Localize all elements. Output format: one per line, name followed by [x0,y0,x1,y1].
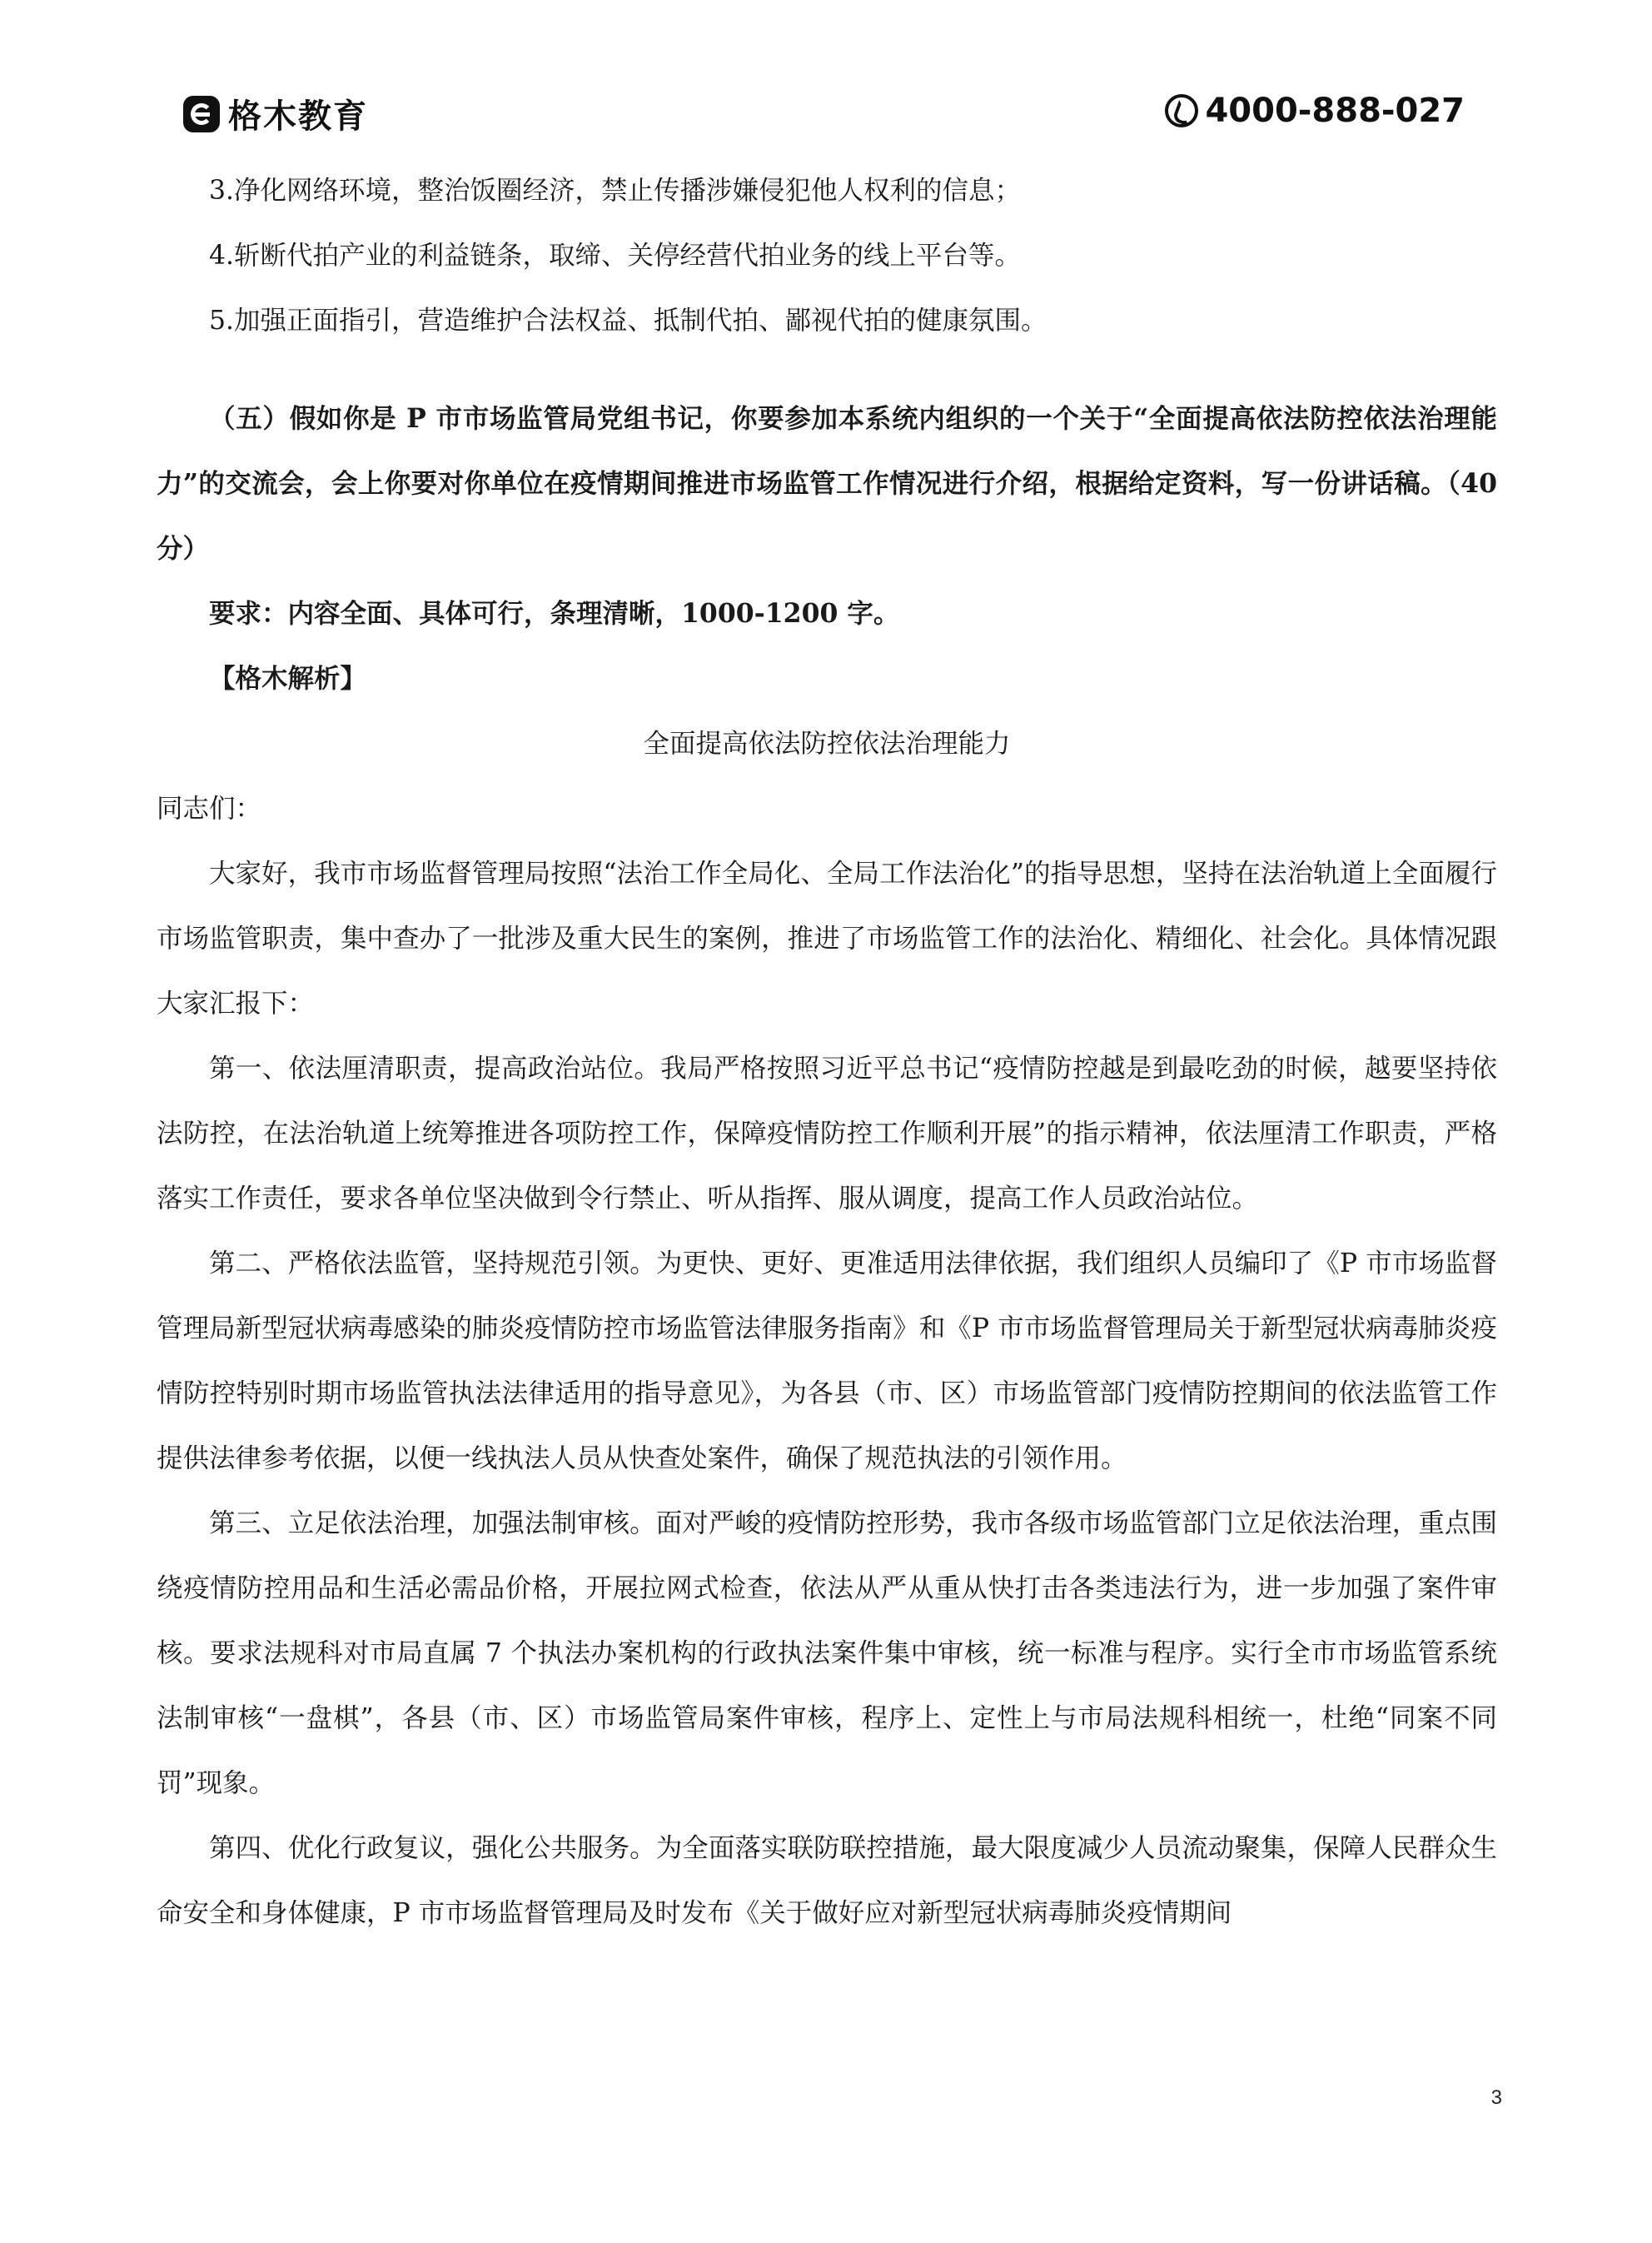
speech-title: 全面提高依法防控依法治理能力 [643,729,1011,759]
speech-paragraph: 第一、依法厘清职责，提高政治站位。我局严格按照习近平总书记“疫情防控越是到最吃劲的时候，越要坚持依法防控，在法治轨道上统筹推进各项防控工作，保障疫情防控工作顺利开展”的指示精神，依法厘清工作职责，严格落实工作责任，要求各单位坚决做到令行禁止、听从指挥、服从调度，提高工作人员政治站位。 [157,1054,1497,1214]
question-text: （五）假如你是 P 市市场监管局党组书记，你要参加本系统内组织的一个关于“全面提高依法防控依法治理能力”的交流会，会上你要对你单位在疫情期间推进市场监管工作情况进行介绍，根据给定资料，写一份讲话稿。（40 分） [157,403,1497,564]
question-requirement: 要求：内容全面、具体可行，条理清晰，1000-1200 字。 [209,598,900,629]
logo-text: 格木教育 [228,97,368,136]
speech-paragraph: 第三、立足依法治理，加强法制审核。面对严峻的疫情防控形势，我市各级市场监管部门立足依法治理，重点围绕疫情防控用品和生活必需品价格，开展拉网式检查，依法从严从重从快打击各类违法行为，进一步加强了案件审核。要求法规科对市局直属 7 个执法办案机构的行政执法案件集中审核，统一标准与程序。实行全市市场监管系统法制审核“一盘棋”，各县（市、区）市场监管局案件审核，程序上、定性上与市局法规科相统一，杜绝“同案不同罚”现象。 [157,1508,1497,1798]
page-header [183,90,1465,140]
logo-icon [183,96,220,132]
phone-icon [1165,94,1198,127]
analysis-label: 【格木解析】 [209,663,367,694]
list-item: 3.净化网络环境，整治饭圈经济，禁止传播涉嫌侵犯他人权利的信息； [209,176,1022,206]
list-item: 5.加强正面指引，营造维护合法权益、抵制代拍、鄙视代拍的健康氛围。 [209,306,1047,336]
speech-greeting: 同志们： [157,794,262,824]
speech-paragraph: 第四、优化行政复议，强化公共服务。为全面落实联防联控措施，最大限度减少人员流动聚集，保障人民群众生命安全和身体健康，P 市市场监督管理局及时发布《关于做好应对新型冠状病毒肺炎疫情期间 [157,1833,1497,1928]
brand-logo [183,90,368,137]
speech-paragraph: 第二、严格依法监管，坚持规范引领。为更快、更好、更准适用法律依据，我们组织人员编印了《P 市市场监督管理局新型冠状病毒感染的肺炎疫情防控市场监管法律服务指南》和《P 市市场监督管理局关于新型冠状病毒肺炎疫情防控特别时期市场监管执法法律适用的指导意见》，为各县（市、区）市场监管部门疫情防控期间的依法监管工作提供法律参考依据，以便一线执法人员从快查处案件，确保了规范执法的引领作用。 [157,1249,1497,1473]
phone-number: 4000-888-027 [1205,92,1465,130]
page-number: 3 [1490,2086,1502,2109]
list-item: 4.斩断代拍产业的利益链条，取缔、关停经营代拍业务的线上平台等。 [209,241,1022,271]
phone-contact [1165,92,1465,130]
document-body [157,158,1497,1946]
speech-paragraph: 大家好，我市市场监督管理局按照“法治工作全局化、全局工作法治化”的指导思想，坚持在法治轨道上全面履行市场监管职责，集中查办了一批涉及重大民生的案例，推进了市场监管工作的法治化、精细化、社会化。具体情况跟大家汇报下： [157,859,1497,1019]
